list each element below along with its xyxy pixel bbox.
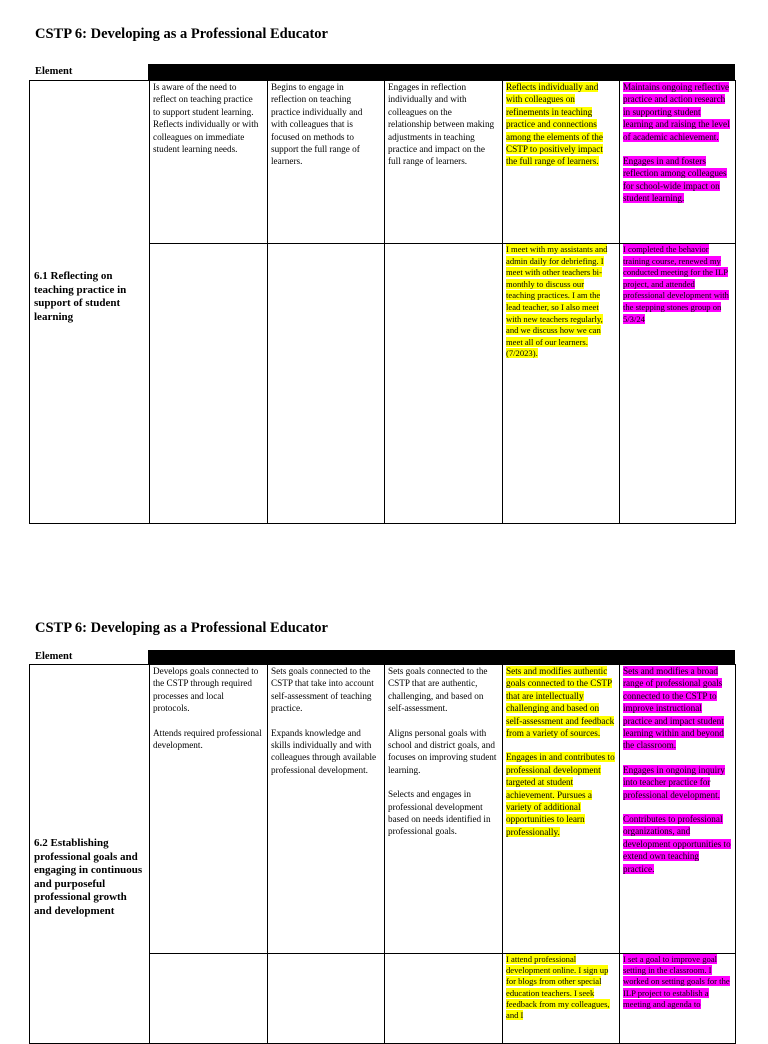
highlighted-text: Reflects individually and with colleagues on refinements in teaching practice and connections among the elements of the CSTP to positively impact the full range of learners. <box>506 82 603 167</box>
descriptor-emerging-6-2: Develops goals connected to the CSTP through required processes and local protocols. Attends required professional development. <box>153 666 262 751</box>
highlighted-text: I completed the behavior training course, renewed my conducted meeting for the ILP project, and attended professional development with the stepping stones group on 5/3/24 <box>623 244 729 324</box>
page-title: CSTP 6: Developing as a Professional Educator <box>35 26 328 42</box>
highlighted-text: Engages in and fosters reflection among colleagues for school-wide impact on student learning. <box>623 156 727 204</box>
descriptor-integrating <box>501 81 619 168</box>
descriptor-innovating <box>618 81 736 217</box>
highlighted-text: Maintains ongoing reflective practice and action research in supporting student learning and raising the level of academic achievement. <box>623 82 730 142</box>
descriptor-integrating-6-2 <box>501 665 619 850</box>
highlighted-text: Sets and modifies a broad range of professional goals connected to the CSTP to improve instructional practice and impact student learning within and beyond the classroom. <box>623 666 724 751</box>
highlighted-text: I attend professional development online. I sign up for blogs from other special education teachers. I seek feedback from my colleagues, and I <box>506 954 610 1021</box>
evidence-integrating <box>501 244 619 360</box>
descriptor-exploring: Begins to engage in reflection on teaching practice individually and with colleagues that is focused on methods to support the full range of learners. <box>271 82 363 167</box>
descriptor-exploring-6-2: Sets goals connected to the CSTP that take into account self-assessment of teaching practice. Expands knowledge and skills individually and with colleagues through available professional development. <box>271 666 377 775</box>
row-label-6-1: 6.1 Reflecting on teaching practice in support of student learning <box>34 270 127 323</box>
highlighted-text: I set a goal to improve goal setting in the classroom. I worked on setting goals for the ILP project to establish a meeting and agenda to <box>623 954 730 1009</box>
highlighted-text: I meet with my assistants and admin daily for debriefing. I meet with other teachers bi-monthly to discuss our teaching practices. I am the lead teacher, so I also meet with new teachers regularly, and we discuss how we can meet all of our learners. (7/2023). <box>506 244 608 359</box>
highlighted-text: Sets and modifies authentic goals connected to the CSTP that are intellectually challenging and based on self-assessment and feedback from a variety of sources. <box>506 666 615 739</box>
header-bar-repeat <box>148 650 735 664</box>
row-label-6-2: 6.2 Establishing professional goals and engaging in continuous and purposeful professional growth and development <box>34 837 143 917</box>
highlighted-text: Engages in ongoing inquiry into teacher practice for professional development. <box>623 764 725 800</box>
element-header: Element <box>35 66 73 77</box>
highlighted-text: Contributes to professional organizations, and development opportunities to extend own teaching practice. <box>623 814 731 874</box>
element-header-repeat: Element <box>35 651 73 662</box>
header-bar <box>148 64 735 80</box>
descriptor-applying: Engages in reflection individually and with colleagues on the relationship between making adjustments in teaching practice and impact on the full range of learners. <box>388 82 495 167</box>
evidence-innovating <box>618 244 736 325</box>
highlighted-text: Engages in and contributes to professional development targeted at student achievement. Pursues a variety of additional opportunities to learn professionally. <box>506 752 615 837</box>
descriptor-emerging: Is aware of the need to reflect on teaching practice to support student learning. Reflects individually or with colleagues on immediate student learning needs. <box>153 82 259 155</box>
descriptor-innovating-6-2 <box>618 665 736 887</box>
evidence-innovating-6-2 <box>618 954 736 1010</box>
descriptor-applying-6-2: Sets goals connected to the CSTP that are authentic, challenging, and based on self-assessment. Aligns personal goals with school and district goals, and focuses on improving student learning. Selects and engages in professional development based on needs identified in professional goals. <box>388 666 497 837</box>
evidence-integrating-6-2 <box>501 954 619 1021</box>
page-title-repeat: CSTP 6: Developing as a Professional Educator <box>35 620 328 636</box>
